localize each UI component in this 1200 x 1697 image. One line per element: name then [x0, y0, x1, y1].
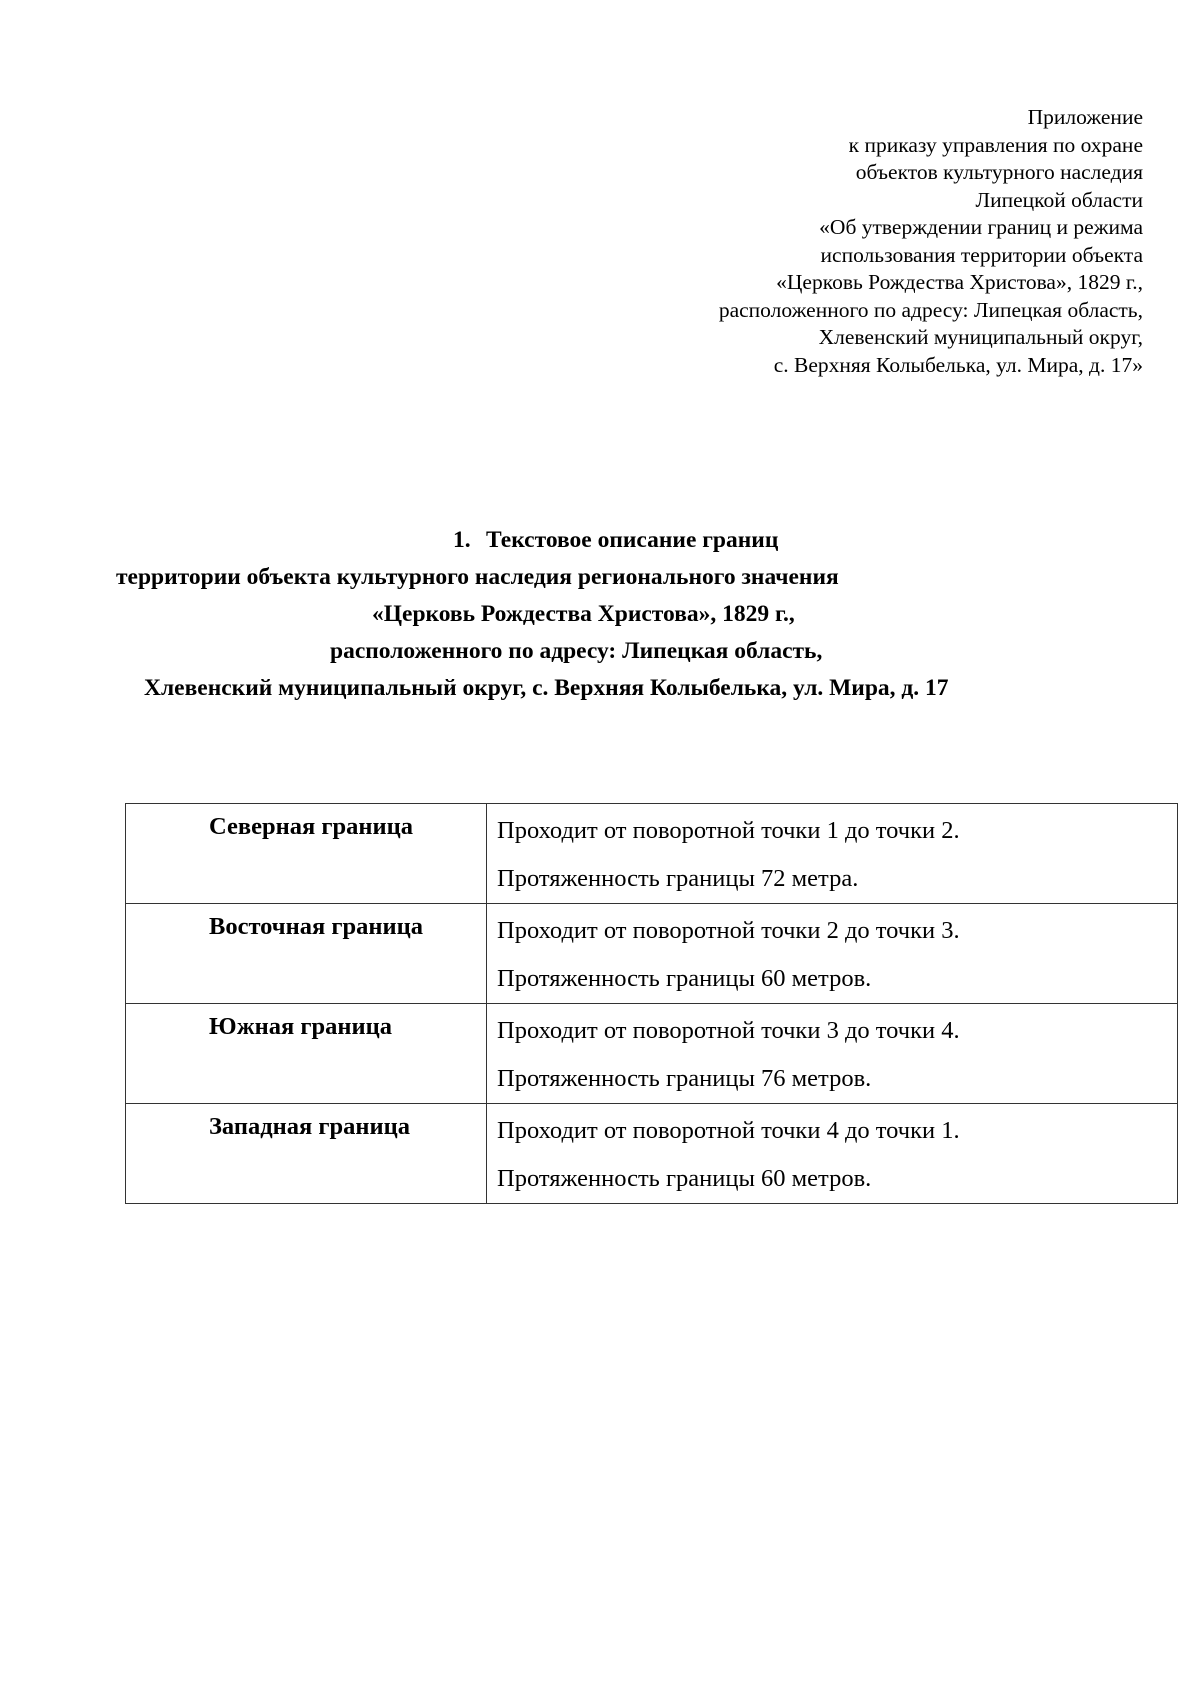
border-name: Южная граница	[126, 1004, 487, 1104]
border-name: Северная граница	[126, 804, 487, 904]
appendix-line: использования территории объекта	[820, 242, 1143, 267]
section-number: 1.	[453, 527, 471, 553]
table-row	[126, 804, 1178, 904]
appendix-line: Липецкой области	[975, 187, 1143, 212]
title-line	[453, 522, 1200, 559]
border-description	[487, 1104, 1178, 1204]
title-text: Текстовое описание границ	[486, 527, 779, 553]
border-name: Западная граница	[126, 1104, 487, 1204]
border-length: Протяженность границы 60 метров.	[497, 1165, 872, 1192]
appendix-line: «Церковь Рождества Христова», 1829 г.,	[776, 270, 1143, 294]
table-row	[126, 904, 1178, 1004]
border-length: Протяженность границы 60 метров.	[497, 965, 872, 992]
appendix-header	[543, 104, 1143, 379]
appendix-line: расположенного по адресу: Липецкая область,	[718, 297, 1143, 322]
appendix-line: к приказу управления по охране	[848, 132, 1143, 157]
border-route: Проходит от поворотной точки 3 до точки 4.	[497, 1017, 960, 1044]
section-title	[0, 522, 1200, 707]
borders-table	[125, 803, 1178, 1204]
title-line: Хлевенский муниципальный округ, с. Верхняя Колыбелька, ул. Мира, д. 17	[144, 675, 949, 701]
title-line: территории объекта культурного наследия регионального значения	[116, 564, 839, 590]
border-route: Проходит от поворотной точки 4 до точки 1.	[497, 1117, 960, 1144]
border-description	[487, 804, 1178, 904]
table-row	[126, 1104, 1178, 1204]
border-description	[487, 1004, 1178, 1104]
title-line: расположенного по адресу: Липецкая область,	[330, 638, 823, 664]
border-name: Восточная граница	[126, 904, 487, 1004]
appendix-line: Приложение	[1027, 105, 1143, 129]
appendix-line: «Об утверждении границ и режима	[819, 215, 1143, 239]
appendix-line: Хлевенский муниципальный округ,	[818, 325, 1143, 349]
border-length: Протяженность границы 72 метра.	[497, 865, 859, 892]
border-route: Проходит от поворотной точки 1 до точки 2.	[497, 817, 960, 844]
border-length: Протяженность границы 76 метров.	[497, 1065, 872, 1092]
appendix-line: с. Верхняя Колыбелька, ул. Мира, д. 17»	[773, 352, 1143, 377]
border-description	[487, 904, 1178, 1004]
table-row	[126, 1004, 1178, 1104]
title-line: «Церковь Рождества Христова», 1829 г.,	[372, 601, 795, 627]
appendix-line: объектов культурного наследия	[855, 160, 1143, 184]
border-route: Проходит от поворотной точки 2 до точки 3.	[497, 917, 960, 944]
